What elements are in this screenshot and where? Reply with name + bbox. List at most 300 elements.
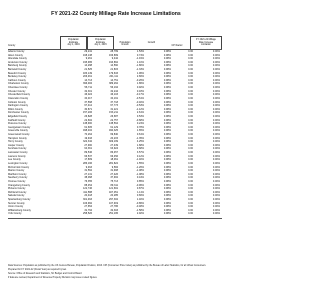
estimate-2016-cell: 61,605 [84, 125, 92, 129]
estimate-2015-cell: 27,786 [110, 205, 118, 209]
estimate-2016-cell: 9,261 [85, 57, 92, 61]
county-cell: Kershaw County [8, 147, 27, 151]
estimate-2016-cell: 31,562 [84, 169, 92, 173]
cpi-factor-cell: 0.00 [188, 143, 193, 147]
estimate-2015-cell: 193,862 [108, 60, 118, 64]
population-growth-cell: 1.96% [136, 71, 144, 75]
millage-limit-cell: 0.00% [212, 197, 220, 201]
millage-limit-cell: 0.00% [212, 60, 220, 64]
millage-limit-cell: 0.00% [212, 158, 220, 162]
population-growth-cell: -1.33% [136, 68, 144, 72]
millage-limit-cell: 0.00% [212, 64, 220, 68]
cpi-growth-cell: 0.98% [163, 136, 171, 140]
cpi-growth-cell: 0.98% [163, 161, 171, 165]
cpi-factor-cell: 0.00 [188, 194, 193, 198]
population-growth-cell: 0.18% [136, 89, 144, 93]
header-county: County [8, 44, 16, 47]
estimate-2016-cell: 22,602 [84, 118, 92, 122]
population-growth-cell: -1.12% [136, 107, 144, 111]
population-growth-cell: 1.65% [136, 129, 144, 133]
county-cell: Marlboro County [8, 172, 27, 176]
cpi-factor-cell: 0.00 [188, 187, 193, 191]
estimate-2016-cell: 301,463 [82, 197, 92, 201]
millage-limit-cell: 0.00% [212, 89, 220, 93]
millage-limit-cell: 0.00% [212, 78, 220, 82]
county-cell: Charleston County [8, 82, 29, 86]
population-growth-cell: 4.25% [136, 140, 144, 144]
millage-limit-cell: 0.00% [212, 140, 220, 144]
estimate-2015-cell: 46,103 [110, 93, 118, 97]
estimate-2015-cell: 61,129 [110, 125, 118, 129]
estimate-2015-cell: 63,924 [110, 147, 118, 151]
county-cell: Calhoun County [8, 78, 26, 82]
header-growth [113, 42, 137, 48]
county-cell: Greenwood County [8, 133, 30, 137]
cpi-growth-cell: 0.98% [163, 129, 171, 133]
cpi-factor-cell: 0.00 [188, 190, 193, 194]
cpi-factor-cell: 0.00 [188, 151, 193, 155]
millage-limit-cell: 0.00% [212, 68, 220, 72]
cpi-growth-cell: 0.98% [163, 71, 171, 75]
millage-limit-cell: 0.00% [212, 183, 220, 187]
population-growth-cell: 1.11% [137, 190, 144, 194]
cpi-growth-cell: 0.98% [163, 197, 171, 201]
millage-limit-cell: 0.00% [212, 187, 220, 191]
millage-limit-cell: 0.00% [212, 129, 220, 133]
population-growth-cell: 1.86% [136, 82, 144, 86]
population-growth-cell: -1.40% [136, 158, 144, 162]
population-growth-cell: 0.78% [136, 125, 144, 129]
cpi-factor-cell: 0.00 [188, 68, 193, 72]
population-growth-cell: 1.53% [136, 50, 144, 53]
cpi-factor-cell: 0.00 [188, 208, 193, 212]
footnotes [8, 265, 224, 281]
cpi-factor-cell: 0.00 [188, 201, 193, 205]
cpi-growth-cell: 0.98% [163, 86, 171, 90]
estimate-2016-cell: 106,992 [82, 201, 92, 205]
county-cell: Adams County [8, 50, 25, 53]
estimate-2015-cell: 309,199 [108, 140, 118, 144]
estimate-2016-cell: 89,546 [84, 151, 92, 155]
estimate-2015-cell: 31,908 [110, 169, 118, 173]
estimate-2015-cell: 251,195 [108, 212, 118, 216]
county-cell: Sumter County [8, 201, 25, 205]
page-title: FY 2021-22 County Millage Rate Increase Limitations [51, 11, 181, 17]
cpi-factor-cell: 0.00 [188, 172, 193, 176]
cpi-growth-cell: 0.98% [163, 104, 171, 108]
estimate-2016-cell: 88,454 [84, 183, 92, 187]
cpi-factor-cell: 0.00 [188, 107, 193, 111]
header-growth-line2: Growth [121, 44, 129, 47]
county-cell: Williamsburg County [8, 208, 31, 212]
county-cell: Edgefield County [8, 114, 28, 118]
cpi-growth-cell: 0.98% [163, 183, 171, 187]
estimate-2015-cell: 14,751 [110, 78, 118, 82]
estimate-2016-cell: 168,138 [82, 53, 92, 57]
cpi-growth-cell: 0.98% [163, 60, 171, 64]
county-cell: Darlington County [8, 104, 29, 108]
header-growth-line1: Population [119, 41, 131, 44]
estimate-2016-cell: 76,355 [84, 179, 92, 183]
county-cell: Lancaster County [8, 151, 28, 155]
county-cell: Berkeley County [8, 75, 27, 79]
cpi-factor-cell: 0.00 [188, 165, 193, 169]
estimate-2015-cell: 22,757 [110, 118, 118, 122]
county-cell: Pickens County [8, 187, 26, 191]
estimate-2015-cell: 26,687 [110, 114, 118, 118]
population-growth-cell: 0.85% [136, 179, 144, 183]
estimate-2015-cell: 138,564 [108, 122, 118, 126]
county-cell: Bamberg County [8, 64, 27, 68]
millage-limit-cell: 0.00% [212, 208, 220, 212]
estimate-2016-cell: 183,149 [82, 71, 92, 75]
cpi-growth-cell: 0.98% [163, 89, 171, 93]
population-growth-cell: -0.51% [136, 96, 144, 100]
county-cell: Spartanburg County [8, 197, 31, 201]
millage-limit-cell: 0.00% [212, 176, 220, 180]
cpi-growth-cell: 0.98% [163, 50, 171, 53]
estimate-2016-cell: 27,900 [84, 143, 92, 147]
population-growth-cell: -1.91% [136, 57, 144, 61]
population-growth-cell: 0.74% [136, 53, 144, 57]
population-growth-cell: 1.55% [136, 161, 144, 165]
estimate-2016-cell: 157,206 [82, 111, 92, 115]
header-limit-line2: Rate Increase [198, 41, 214, 44]
estimate-2016-cell: 30,871 [84, 107, 92, 111]
footnote-revision: If data are revised, Department of Revenue Property Division may issue revised figures. [8, 276, 98, 279]
millage-limit-cell: 0.00% [212, 107, 220, 111]
county-cell: Dillon County [8, 107, 23, 111]
population-growth-cell: 0.12% [136, 154, 144, 158]
estimate-2016-cell: 411,588 [83, 190, 92, 194]
estimate-2015-cell: 20,215 [110, 136, 118, 140]
cpi-factor-cell: 0.00 [188, 122, 193, 126]
cpi-factor-cell: 0.00 [188, 118, 193, 122]
estimate-2015-cell: 121,691 [108, 187, 118, 191]
cpi-factor-cell: 0.00 [188, 169, 193, 173]
millage-limit-cell: 0.00% [212, 50, 220, 53]
estimate-2015-cell: 34,191 [110, 96, 118, 100]
population-growth-cell: -1.35% [136, 136, 144, 140]
cpi-factor-cell: 0.00 [188, 100, 193, 104]
header-limit [190, 36, 222, 50]
footnote-prepared: Prepared for FY 2021-22 (Fiscal Year) as required by law. [8, 268, 67, 271]
cpi-factor-cell: 0.00 [188, 82, 193, 86]
estimate-2016-cell: 122,746 [82, 187, 92, 191]
cpi-growth-cell: 0.98% [163, 212, 171, 216]
header-factor: CPI Factor [171, 44, 183, 47]
cpi-growth-cell: 0.98% [163, 75, 171, 79]
estimate-2016-cell: 37,568 [84, 100, 92, 104]
cpi-factor-cell: 0.00 [188, 50, 193, 53]
county-cell: Colleton County [8, 100, 26, 104]
millage-limit-cell: 0.00% [212, 179, 220, 183]
county-cell: Laurens County [8, 154, 26, 158]
estimate-2015-cell: 389,262 [108, 82, 118, 86]
millage-limit-cell: 0.00% [212, 57, 220, 61]
cpi-factor-cell: 0.00 [188, 129, 193, 133]
cpi-factor-cell: 0.00 [188, 183, 193, 187]
county-cell: Richland County [8, 190, 27, 194]
estimate-2015-cell: 20,285 [110, 194, 118, 198]
estimate-2015-cell: 69,840 [110, 133, 118, 137]
population-growth-cell: -1.08% [136, 172, 144, 176]
population-growth-cell: -0.68% [136, 118, 144, 122]
millage-limit-cell: 0.00% [212, 172, 220, 176]
header-est-2015-line3: July 1, 2015 [94, 44, 107, 47]
county-cell: Allendale County [8, 57, 27, 61]
population-growth-cell: 0.53% [136, 114, 144, 118]
population-growth-cell: -1.80% [136, 64, 144, 68]
population-growth-cell: -1.26% [136, 165, 144, 169]
estimate-2015-cell: 67,773 [110, 104, 118, 108]
population-growth-cell: 1.68% [136, 143, 144, 147]
population-growth-cell: -1.58% [136, 208, 144, 212]
estimate-2016-cell: 66,537 [84, 154, 92, 158]
cpi-growth-cell: 0.98% [163, 96, 171, 100]
population-growth-cell: 0.61% [136, 133, 144, 137]
millage-limit-cell: 0.00% [212, 136, 220, 140]
county-cell: McCormick County [8, 165, 30, 169]
county-cell: Cherokee County [8, 86, 28, 90]
cpi-growth-cell: 0.98% [163, 169, 171, 173]
cpi-growth-cell: 0.98% [163, 165, 171, 169]
estimate-2015-cell: 27,426 [110, 172, 118, 176]
estimate-2016-cell: 14,713 [84, 78, 92, 82]
cpi-factor-cell: 0.00 [188, 179, 193, 183]
estimate-2016-cell: 498,402 [82, 129, 92, 133]
millage-limit-cell: 0.00% [212, 96, 220, 100]
county-cell: Jasper County [8, 143, 25, 147]
estimate-2015-cell: 14,560 [110, 64, 118, 68]
population-growth-cell: 1.40% [136, 197, 144, 201]
estimate-2015-cell: 18,061 [110, 158, 118, 162]
county-table-body [8, 50, 222, 216]
estimate-2015-cell: 166,899 [108, 53, 118, 57]
millage-limit-cell: 0.00% [212, 154, 220, 158]
estimate-2016-cell: 14,298 [84, 64, 92, 68]
estimate-2016-cell: 27,654 [84, 205, 92, 209]
cpi-factor-cell: 0.00 [188, 114, 193, 118]
estimate-2015-cell: 9,584 [111, 165, 118, 169]
cpi-factor-cell: 0.00 [188, 89, 193, 93]
table-row [8, 212, 222, 216]
cpi-factor-cell: 0.00 [188, 205, 193, 209]
cpi-growth-cell: 0.98% [163, 208, 171, 212]
millage-limit-cell: 0.00% [212, 82, 220, 86]
cpi-growth-cell: 0.98% [163, 190, 171, 194]
county-cell: Orangeburg County [8, 183, 30, 187]
cpi-growth-cell: 0.98% [163, 205, 171, 209]
cpi-factor-cell: 0.00 [188, 147, 193, 151]
cpi-growth-cell: 0.98% [163, 158, 171, 162]
cpi-factor-cell: 0.00 [188, 154, 193, 158]
cpi-growth-cell: 0.98% [163, 107, 171, 111]
estimate-2015-cell: 66,456 [110, 154, 118, 158]
population-growth-cell: 3.57% [136, 151, 144, 155]
population-growth-cell: -0.26% [136, 78, 144, 82]
millage-limit-cell: 0.00% [212, 161, 220, 165]
estimate-2015-cell: 56,194 [110, 86, 118, 90]
header-est-2015-line2: Estimate [96, 41, 105, 44]
county-cell: Chesterfield County [8, 93, 30, 97]
estimate-2016-cell: 56,711 [84, 86, 92, 90]
cpi-growth-cell: 0.98% [163, 64, 171, 68]
cpi-factor-cell: 0.00 [188, 71, 193, 75]
county-cell: Beaufort County [8, 71, 27, 75]
footnote-sources: Data Sources: Population as published by the US Census Bureau, Population Division, 2016. CPI (Consumer Price Index) as published by the Bureau of Labor Statistics, for all Urban Consumers. [8, 264, 207, 267]
cpi-factor-cell: 0.00 [188, 78, 193, 82]
county-cell: Newberry County [8, 176, 28, 180]
estimate-2016-cell: 67,412 [84, 104, 92, 108]
estimate-2015-cell: 9,442 [111, 57, 118, 61]
estimate-2015-cell: 28,799 [110, 50, 118, 53]
estimate-2016-cell: 19,943 [84, 136, 92, 140]
millage-limit-cell: 0.00% [212, 190, 220, 194]
footnote-office: Source: Office of Research and Statistics, SC Budget and Control Board [8, 272, 82, 275]
county-cell: Anderson County [8, 60, 28, 64]
estimate-2015-cell: 107,919 [108, 201, 118, 205]
estimate-2016-cell: 46,024 [84, 93, 92, 97]
estimate-2016-cell: 322,342 [82, 140, 92, 144]
population-growth-cell: -1.08% [136, 169, 144, 173]
millage-limit-cell: 0.00% [212, 100, 220, 104]
population-growth-cell: 0.68% [136, 147, 144, 151]
millage-limit-cell: 0.00% [212, 147, 220, 151]
cpi-growth-cell: 0.98% [163, 53, 171, 57]
estimate-2016-cell: 29,241 [84, 50, 92, 53]
header-est-2015-line1: Population [95, 38, 106, 41]
county-cell: Hampton County [8, 136, 27, 140]
county-cell: Barnwell County [8, 68, 27, 72]
cpi-growth-cell: 0.98% [163, 194, 171, 198]
header-est-2016-line1: Population [68, 38, 79, 41]
county-cell: Chester County [8, 89, 26, 93]
cpi-growth-cell: 0.98% [163, 133, 171, 137]
cpi-growth-cell: 0.98% [163, 179, 171, 183]
header-est-2015 [87, 36, 114, 50]
cpi-growth-cell: 0.98% [163, 143, 171, 147]
estimate-2015-cell: 281,822 [108, 161, 118, 165]
county-cell: Georgetown County [8, 125, 31, 129]
cpi-growth-cell: 0.98% [163, 187, 171, 191]
estimate-2016-cell: 258,526 [82, 212, 92, 216]
cpi-growth-cell: 0.98% [163, 140, 171, 144]
population-growth-cell: 0.92% [136, 86, 144, 90]
population-growth-cell: -0.53% [136, 104, 144, 108]
county-cell: Saluda County [8, 194, 25, 198]
cpi-factor-cell: 0.00 [188, 212, 193, 216]
estimate-2016-cell: 286,196 [82, 161, 92, 165]
cpi-growth-cell: 0.98% [163, 68, 171, 72]
county-cell: Oconee County [8, 179, 26, 183]
millage-limit-cell: 0.00% [212, 194, 220, 198]
cpi-factor-cell: 0.00 [188, 86, 193, 90]
cpi-factor-cell: 0.00 [188, 75, 193, 79]
estimate-2016-cell: 21,525 [84, 68, 92, 72]
estimate-2016-cell: 17,809 [84, 158, 92, 162]
county-cell: Florence County [8, 122, 27, 126]
cpi-growth-cell: 0.98% [163, 201, 171, 205]
county-cell: Union County [8, 205, 24, 209]
county-cell: Greenville County [8, 129, 28, 133]
millage-limit-cell: 0.00% [212, 205, 220, 209]
estimate-2015-cell: 37,902 [110, 176, 118, 180]
estimate-2015-cell: 153,211 [109, 111, 118, 115]
estimate-2015-cell: 297,302 [108, 197, 118, 201]
cpi-factor-cell: 0.00 [188, 60, 193, 64]
cpi-growth-cell: 0.98% [163, 82, 171, 86]
millage-limit-cell: 0.00% [212, 53, 220, 57]
population-growth-cell: 0.87% [136, 187, 144, 191]
cpi-growth-cell: 0.98% [163, 154, 171, 158]
population-growth-cell: 0.66% [136, 194, 144, 198]
estimate-2016-cell: 64,361 [84, 147, 92, 151]
cpi-growth-cell: 0.98% [163, 176, 171, 180]
cpi-growth-cell: 0.98% [163, 114, 171, 118]
cpi-factor-cell: 0.00 [188, 136, 193, 140]
county-cell: Fairfield County [8, 118, 26, 122]
population-growth-cell: 0.44% [136, 176, 144, 180]
population-growth-cell: 2.66% [136, 75, 144, 79]
population-growth-cell: 2.61% [136, 111, 144, 115]
estimate-2016-cell: 27,131 [84, 172, 92, 176]
cpi-growth-cell: 0.98% [163, 125, 171, 129]
estimate-2015-cell: 21,815 [110, 68, 118, 72]
cpi-growth-cell: 0.98% [163, 57, 171, 61]
estimate-2016-cell: 396,484 [82, 82, 92, 86]
estimate-2016-cell: 34,017 [84, 96, 92, 100]
county-cell: Horry County [8, 140, 23, 144]
cpi-factor-cell: 0.00 [188, 93, 193, 97]
millage-limit-cell: 0.00% [212, 165, 220, 169]
estimate-2016-cell: 20,418 [84, 194, 92, 198]
cpi-factor-cell: 0.00 [188, 96, 193, 100]
cpi-factor-cell: 0.00 [188, 176, 193, 180]
table-bottom-rule [8, 218, 222, 219]
county-cell: Clarendon County [8, 96, 29, 100]
estimate-2015-cell: 27,439 [110, 143, 118, 147]
county-cell: York County [8, 212, 22, 216]
cpi-factor-cell: 0.00 [188, 197, 193, 201]
cpi-growth-cell: 0.98% [163, 118, 171, 122]
county-cell: Lexington County [8, 161, 28, 165]
cpi-factor-cell: 0.00 [188, 57, 193, 61]
estimate-2016-cell: 26,828 [84, 114, 92, 118]
millage-limit-cell: 0.00% [212, 201, 220, 205]
estimate-2015-cell: 179,633 [108, 71, 118, 75]
population-growth-cell: -0.40% [136, 100, 144, 104]
cpi-growth-cell: 0.98% [163, 172, 171, 176]
population-growth-cell: 0.24% [136, 122, 144, 126]
cpi-factor-cell: 0.00 [188, 140, 193, 144]
population-growth-cell: -0.48% [136, 205, 144, 209]
population-growth-cell: -0.96% [136, 183, 144, 187]
estimate-2015-cell: 75,713 [110, 179, 118, 183]
millage-limit-cell: 0.00% [212, 86, 220, 90]
cpi-growth-cell: 0.98% [163, 78, 171, 82]
header-est-2016-line3: July 1, 2016 [67, 44, 80, 47]
cpi-growth-cell: 0.98% [163, 151, 171, 155]
estimate-2015-cell: 32,303 [110, 208, 118, 212]
cpi-factor-cell: 0.00 [188, 53, 193, 57]
cpi-factor-cell: 0.00 [188, 104, 193, 108]
millage-limit-cell: 0.00% [212, 118, 220, 122]
header-limit-line3: Limitation [201, 44, 211, 47]
cpi-factor-cell: 0.00 [188, 161, 193, 165]
population-growth-cell: 1.10% [136, 60, 144, 64]
millage-limit-cell: 0.00% [212, 114, 220, 118]
